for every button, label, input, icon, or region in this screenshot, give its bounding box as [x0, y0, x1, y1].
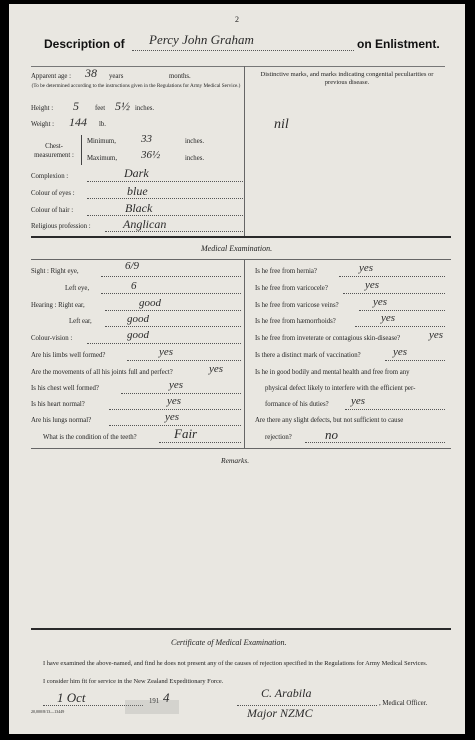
hearing-right-label: Hearing : Right ear, [31, 302, 85, 309]
date-day-value: 1 Oct [57, 690, 86, 705]
slight-defects-value: no [325, 427, 338, 442]
weight-value: 144 [69, 115, 87, 129]
distinctive-marks-heading: Distinctive marks, and marks indicating congenital peculiarities or previous disease. [260, 71, 434, 86]
sight-right-label: Sight : Right eye, [31, 268, 79, 275]
chest-label: Chest-measurement : [34, 143, 74, 159]
complexion-value: Dark [124, 166, 149, 180]
varicocele-label: Is he free from varicocele? [255, 285, 328, 292]
colour-vision-line [87, 343, 241, 344]
chest-formed-line [121, 393, 241, 394]
hearing-right-line [105, 310, 241, 311]
chest-max-inches: inches. [185, 155, 205, 162]
officer-rank: Major NZMC [247, 706, 313, 720]
certificate-text-1: I have examined the above-named, and find he does not present any of the causes of rejection specified in the Regulations for Army Medical Services. [43, 660, 428, 667]
medical-divider [244, 260, 245, 448]
year-digit: 4 [163, 690, 170, 705]
haemorrhoids-line [355, 326, 445, 327]
health-line [345, 409, 445, 410]
chest-min-inches: inches. [185, 138, 205, 145]
hearing-right-value: good [139, 297, 161, 309]
limbs-value: yes [159, 346, 174, 358]
heart-line [109, 409, 241, 410]
hernia-label: Is he free from hernia? [255, 268, 317, 275]
faint-stamp [125, 700, 179, 714]
hair-label: Colour of hair : [31, 207, 74, 214]
chest-min-value: 33 [141, 133, 152, 145]
title-right: on Enlistment. [357, 37, 440, 51]
religion-value: Anglican [123, 217, 167, 231]
eyes-label: Colour of eyes : [31, 190, 75, 197]
recruit-name: Percy John Graham [149, 32, 254, 47]
health-label-line1: Is he in good bodily and mental health and free from any [255, 369, 410, 376]
page-number: 2 [235, 15, 239, 24]
haemorrhoids-value: yes [381, 312, 396, 324]
certificate-top-rule [31, 628, 451, 630]
year-prefix: 191 [149, 698, 160, 705]
chest-formed-value: yes [169, 379, 184, 391]
medical-sub-rule [31, 259, 451, 260]
varicocele-value: yes [365, 279, 380, 291]
skin-disease-value: yes [429, 329, 444, 341]
chest-bracket [81, 135, 82, 165]
varicose-line [359, 310, 445, 311]
teeth-label: What is the condition of the teeth? [43, 434, 137, 441]
slight-defects-label-line2: rejection? [265, 434, 292, 441]
complexion-line [87, 181, 243, 182]
colour-vision-value: good [127, 329, 149, 341]
sight-right-value: 6/9 [125, 260, 140, 272]
colour-vision-label: Colour-vision : [31, 335, 73, 342]
hair-value: Black [125, 201, 153, 215]
chest-max-label: Maximum, [87, 155, 118, 162]
health-label-line3: formance of his duties? [265, 401, 329, 408]
skin-disease-label: Is he free from inveterate or contagious skin-disease? [255, 335, 401, 342]
description-divider [244, 66, 245, 236]
medical-officer-label: , Medical Officer. [379, 700, 428, 707]
haemorrhoids-label: Is he free from hæmorrhoids? [255, 318, 336, 325]
limbs-line [127, 360, 241, 361]
joints-label: Are the movements of all his joints full and perfect? [31, 369, 173, 376]
sight-left-label: Left eye, [65, 285, 90, 292]
hernia-line [339, 276, 445, 277]
enlistment-form-page [9, 4, 465, 734]
teeth-line [159, 442, 241, 443]
varicose-value: yes [373, 296, 388, 308]
lb-label: lb. [99, 121, 106, 128]
sight-right-line [101, 276, 241, 277]
hernia-value: yes [359, 262, 374, 274]
chest-max-value: 36½ [141, 149, 161, 161]
eyes-value: blue [127, 184, 148, 198]
vaccination-value: yes [393, 346, 408, 358]
title-left: Description of [44, 37, 125, 51]
age-years-value: 38 [85, 66, 97, 80]
eyes-line [87, 198, 243, 199]
apparent-age-label: Apparent age : [31, 73, 72, 80]
varicocele-line [343, 293, 445, 294]
complexion-label: Complexion : [31, 173, 69, 180]
remarks-heading: Remarks. [221, 456, 250, 465]
hair-line [87, 215, 243, 216]
age-note: (To be determined according to the instructions given in the Regulations for Army Medical Service.) [31, 83, 241, 89]
weight-label: Weight : [31, 121, 55, 128]
print-code: 20,000/8/13—13449 [31, 709, 65, 714]
height-label: Height : [31, 105, 54, 112]
inches-label: inches. [135, 105, 155, 112]
heart-label: Is his heart normal? [31, 401, 85, 408]
height-inches-value: 5½ [115, 99, 130, 113]
hearing-left-label: Left ear, [69, 318, 92, 325]
lungs-value: yes [165, 411, 180, 423]
height-feet-value: 5 [73, 99, 79, 113]
years-label: years [109, 73, 124, 80]
sight-left-value: 6 [131, 280, 137, 292]
vaccination-line [385, 360, 445, 361]
feet-label: feet [95, 105, 106, 112]
vaccination-label: Is there a distinct mark of vaccination? [255, 352, 361, 359]
heart-value: yes [167, 395, 182, 407]
hearing-left-value: good [127, 313, 149, 325]
health-label-line2: physical defect likely to interfere with the efficient per- [265, 385, 416, 392]
name-line [132, 50, 354, 51]
chest-formed-label: Is his chest well formed? [31, 385, 99, 392]
limbs-label: Are his limbs well formed? [31, 352, 106, 359]
months-label: months. [169, 73, 191, 80]
officer-signature: C. Arabila [261, 686, 312, 700]
varicose-label: Is he free from varicose veins? [255, 302, 339, 309]
remarks-top-rule [31, 448, 451, 449]
certificate-text-2: I consider him fit for service in the New Zealand Expeditionary Force. [43, 678, 224, 685]
religion-label: Religious profession : [31, 223, 91, 230]
certificate-heading: Certificate of Medical Examination. [171, 638, 287, 647]
health-value: yes [351, 395, 366, 407]
chest-min-label: Minimum, [87, 138, 116, 145]
teeth-value: Fair [174, 426, 198, 441]
lungs-label: Are his lungs normal? [31, 417, 92, 424]
sight-left-line [101, 293, 241, 294]
hearing-left-line [105, 326, 241, 327]
slight-defects-label-line1: Are there any slight defects, but not sufficient to cause [255, 417, 404, 424]
medical-heading: Medical Examination. [201, 244, 273, 253]
medical-top-rule [31, 236, 451, 238]
distinctive-marks-value: nil [274, 117, 289, 132]
joints-value: yes [209, 363, 224, 375]
